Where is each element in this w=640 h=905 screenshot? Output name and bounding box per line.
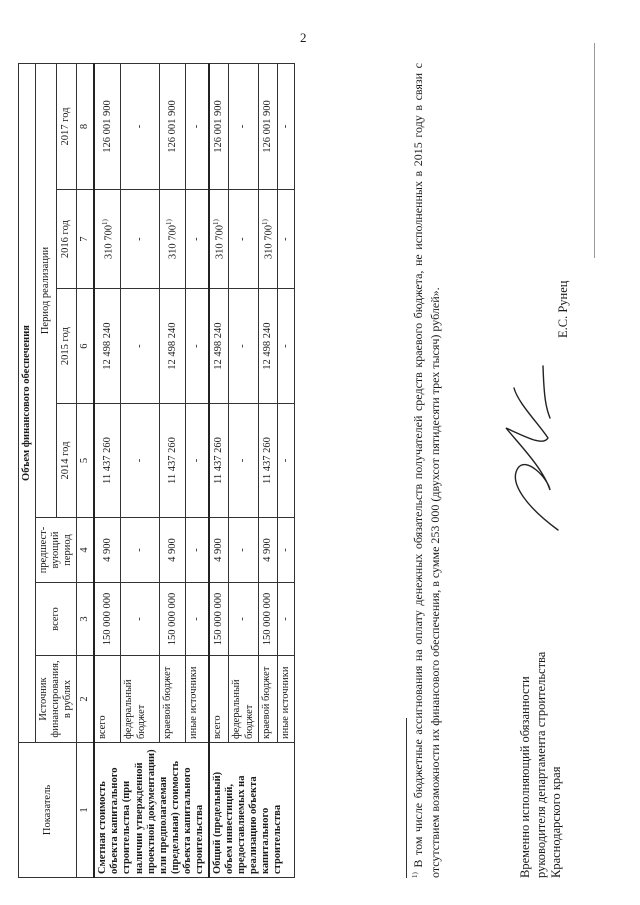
value-cell [160, 64, 186, 190]
value-text: 310 700 [263, 224, 275, 260]
footnote-ref: 1) [100, 219, 109, 225]
value-cell [121, 189, 160, 288]
value-cell [229, 583, 258, 656]
value-text: 11 437 260 [213, 437, 225, 484]
value-cell [278, 518, 295, 583]
value-text: 11 437 260 [101, 437, 113, 484]
value-cell [258, 518, 278, 583]
value-cell [160, 518, 186, 583]
signatory-name: Е.С. Рунец [556, 280, 570, 338]
value-text: - [280, 237, 292, 241]
source-cell: федеральный бюджет [121, 656, 160, 743]
bottom-rule [594, 43, 595, 258]
value-cell [209, 518, 229, 583]
value-text: 126 001 900 [101, 100, 113, 153]
footnote-ref: 1) [211, 219, 220, 225]
value-cell [94, 289, 121, 404]
header-year: 2016 год [56, 189, 77, 288]
value-text: - [237, 617, 249, 621]
value-cell [209, 189, 229, 288]
signatory-position [518, 618, 565, 878]
value-cell [94, 583, 121, 656]
value-cell [121, 64, 160, 190]
value-cell [94, 518, 121, 583]
signatory-line: Краснодарского края [549, 766, 564, 878]
value-text: 4 900 [101, 538, 113, 562]
value-text: - [134, 458, 146, 463]
header-source: Источник финансирования, в рублях [36, 656, 77, 743]
header-year: 2015 год [56, 289, 77, 404]
column-number: 5 [77, 404, 95, 518]
indicator-cell: Сметная стоимость объекта капитального строительства (при наличии утвержденной проектной документации) или предполагаемая (предельная) стоимость объекта капитального строительства [94, 743, 209, 878]
value-text: - [280, 458, 292, 463]
value-text: 310 700 [214, 224, 226, 260]
value-cell [209, 289, 229, 404]
value-text: 150 000 000 [166, 592, 178, 646]
value-cell [229, 64, 258, 190]
value-cell [278, 64, 295, 190]
value-cell [229, 518, 258, 583]
value-cell [278, 404, 295, 518]
source-cell: всего [94, 656, 121, 743]
footnote-text: В том числе бюджетные ассигнования на оплату денежных обязательств получателей средств краевого бюджета, не исполненных в 2015 году в связи с отсутствием возможности их финансового обеспечения, в сумме 253 000 (двухсот пятидесяти трех тысяч) рублей». [411, 63, 442, 878]
value-text: - [190, 548, 202, 552]
value-text: - [134, 237, 146, 241]
value-text: 12 498 240 [213, 322, 225, 370]
value-text: - [280, 617, 292, 621]
header-indicator: Показатель [19, 743, 77, 878]
header-year: 2014 год [56, 404, 77, 518]
value-cell [229, 189, 258, 288]
value-text: - [134, 548, 146, 552]
indicator-cell: Общий (предельный) объем инвестиций, предоставляемых на реализацию объекта капитального строительства [209, 743, 295, 878]
header-title: Объем финансового обеспечения [19, 64, 36, 743]
value-text: 310 700 [167, 224, 179, 260]
value-cell [229, 289, 258, 404]
value-cell [278, 189, 295, 288]
value-text: - [237, 458, 249, 463]
value-text: - [237, 344, 249, 348]
value-text: 310 700 [103, 224, 115, 260]
value-text: - [190, 617, 202, 621]
value-cell [121, 583, 160, 656]
value-text: - [190, 237, 202, 241]
column-number: 1 [77, 743, 95, 878]
column-number: 2 [77, 656, 95, 743]
value-cell [160, 189, 186, 288]
value-cell [258, 289, 278, 404]
value-cell [121, 404, 160, 518]
footnote [410, 63, 444, 878]
footnote-marker: 1) [411, 872, 419, 878]
value-text: - [280, 548, 292, 552]
signatory-line: руководителя департамента строительства [533, 651, 548, 878]
value-text: 150 000 000 [213, 592, 225, 646]
value-cell [186, 518, 209, 583]
value-cell [258, 64, 278, 190]
value-cell [186, 289, 209, 404]
value-text: - [190, 458, 202, 463]
value-text: - [190, 124, 202, 129]
value-text: 11 437 260 [261, 437, 273, 484]
column-number: 4 [77, 518, 95, 583]
value-cell [94, 64, 121, 190]
value-cell [94, 404, 121, 518]
signatory-line: Временно исполняющий обязанности [518, 676, 532, 878]
value-text: - [280, 344, 292, 348]
footnote-ref: 1) [165, 219, 174, 225]
value-text: - [190, 344, 202, 348]
value-text: 12 498 240 [261, 322, 273, 370]
source-cell: иные источники [186, 656, 209, 743]
source-cell: всего [209, 656, 229, 743]
rotated-content [18, 43, 618, 878]
page-number: 2 [300, 30, 307, 45]
value-cell [258, 404, 278, 518]
value-cell [209, 64, 229, 190]
header-implementation-period: Период реализации [36, 64, 57, 518]
value-cell [160, 583, 186, 656]
value-text: - [134, 124, 146, 129]
handwritten-signature [488, 358, 578, 538]
column-number: 8 [77, 64, 95, 190]
value-text: - [237, 237, 249, 241]
value-cell [229, 404, 258, 518]
value-cell [209, 583, 229, 656]
value-cell [186, 404, 209, 518]
value-text: 126 001 900 [213, 100, 225, 153]
value-text: - [237, 548, 249, 552]
value-cell [278, 583, 295, 656]
value-cell [94, 189, 121, 288]
financing-table [18, 63, 295, 878]
value-cell [160, 289, 186, 404]
value-cell [160, 404, 186, 518]
value-text: 150 000 000 [261, 592, 273, 646]
footnote-ref: 1) [260, 219, 269, 225]
footnote-rule [406, 718, 407, 878]
value-text: 126 001 900 [166, 100, 178, 153]
value-cell [121, 518, 160, 583]
column-number: 3 [77, 583, 95, 656]
value-text: 11 437 260 [166, 437, 178, 484]
header-year: 2017 год [56, 64, 77, 190]
value-cell [209, 404, 229, 518]
value-text: 4 900 [166, 538, 178, 562]
header-total: всего [36, 583, 77, 656]
value-cell [258, 583, 278, 656]
source-cell: краевой бюджет [160, 656, 186, 743]
value-text: 150 000 000 [101, 592, 113, 646]
value-text: 12 498 240 [101, 322, 113, 370]
header-previous-period: предшест-вующий период [36, 518, 77, 583]
source-cell: иные источники [278, 656, 295, 743]
value-text: - [237, 124, 249, 129]
column-number: 6 [77, 289, 95, 404]
source-cell: федеральный бюджет [229, 656, 258, 743]
value-text: 12 498 240 [166, 322, 178, 370]
value-cell [278, 289, 295, 404]
value-cell [186, 189, 209, 288]
value-text: 4 900 [261, 538, 273, 562]
table-row [94, 64, 121, 878]
value-text: - [134, 617, 146, 621]
value-text: - [134, 344, 146, 348]
value-text: 126 001 900 [261, 100, 273, 153]
source-cell: краевой бюджет [258, 656, 278, 743]
value-text: 4 900 [213, 538, 225, 562]
value-cell [121, 289, 160, 404]
column-number: 7 [77, 189, 95, 288]
value-text: - [280, 124, 292, 129]
value-cell [186, 64, 209, 190]
value-cell [186, 583, 209, 656]
table-row [209, 64, 229, 878]
value-cell [258, 189, 278, 288]
